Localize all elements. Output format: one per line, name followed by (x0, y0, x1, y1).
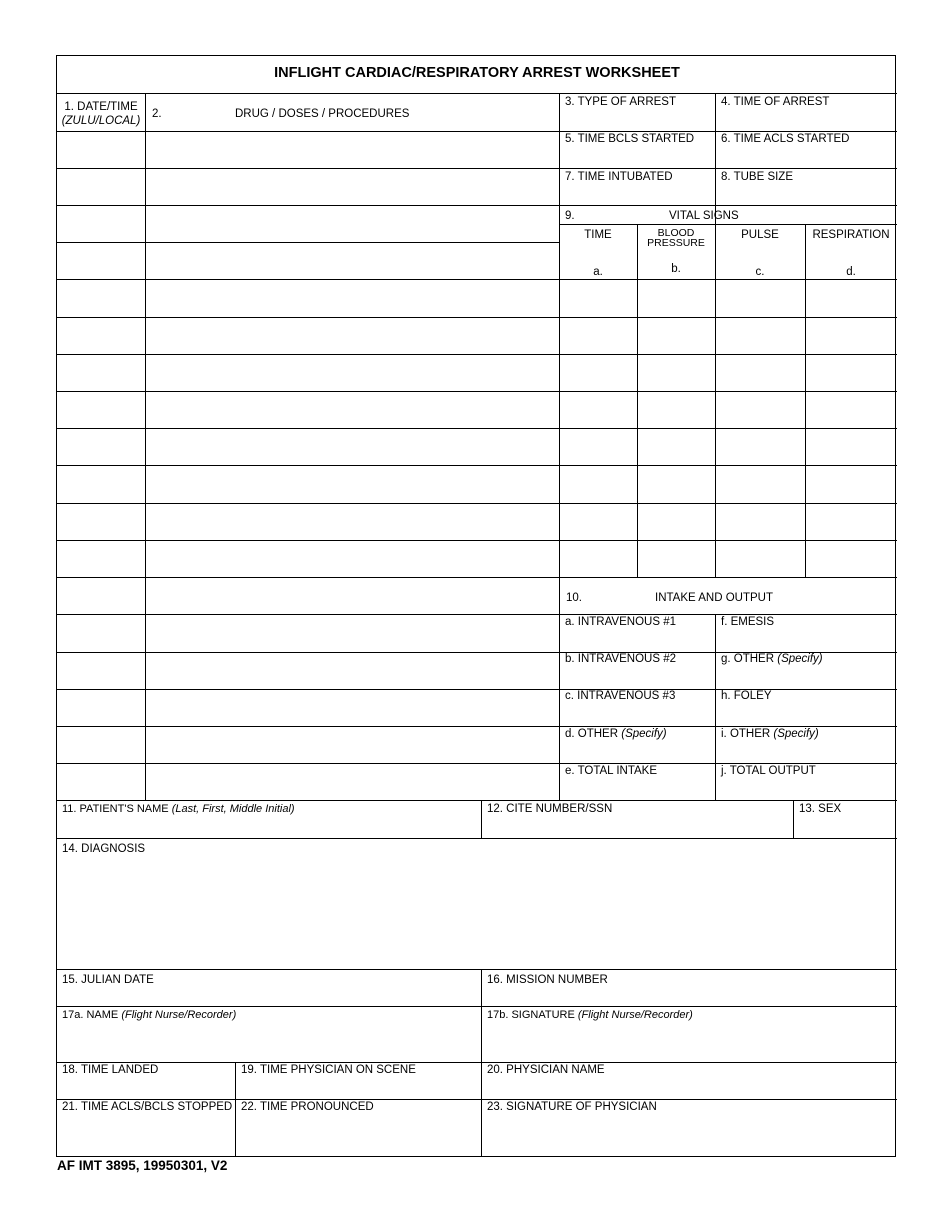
rule (559, 465, 897, 466)
time-physician-on-scene-label: 19. TIME PHYSICIAN ON SCENE (241, 1064, 416, 1076)
intake-other-d-label (565, 728, 667, 740)
foley-label: h. FOLEY (721, 690, 772, 702)
rule (559, 131, 897, 132)
other-d-text: d. OTHER (565, 728, 622, 740)
rule (637, 224, 638, 578)
nurse-name-hint: (Flight Nurse/Recorder) (121, 1009, 237, 1021)
rule (57, 279, 559, 280)
rule (715, 93, 716, 224)
pressure-label: PRESSURE (647, 237, 705, 249)
rule (57, 465, 559, 466)
output-other-i-label (721, 728, 819, 740)
specify-d-text: (Specify) (621, 728, 667, 740)
rule (57, 1099, 897, 1100)
rule (145, 93, 146, 800)
rule (559, 93, 560, 800)
form-number: AF IMT 3895, 19950301, V2 (57, 1158, 228, 1173)
emesis-label: f. EMESIS (721, 616, 775, 628)
total-intake-label: e. TOTAL INTAKE (565, 765, 658, 777)
rule (481, 969, 482, 1156)
vs-time-header: TIME (584, 229, 612, 241)
rule (57, 428, 559, 429)
date-time-header (57, 100, 145, 128)
rule (559, 577, 897, 578)
drug-number-label: 2. (152, 108, 162, 120)
vs-sub-a: a. (593, 266, 603, 278)
vital-signs-header: VITAL SIGNS (669, 210, 739, 222)
rule (559, 317, 897, 318)
zulu-local-label: (ZULU/LOCAL) (61, 115, 141, 127)
rule (715, 614, 716, 800)
rule (559, 614, 897, 615)
rule (559, 726, 897, 727)
rule (559, 428, 897, 429)
rule (559, 503, 897, 504)
rule (57, 689, 559, 690)
vs-pulse-header: PULSE (741, 229, 779, 241)
nurse-signature-text: 17b. SIGNATURE (487, 1009, 578, 1021)
rule (57, 131, 559, 132)
nurse-name-text: 17a. NAME (62, 1009, 122, 1021)
form-title: INFLIGHT CARDIAC/RESPIRATORY ARREST WORKSHEET (274, 65, 680, 81)
tube-size-label: 8. TUBE SIZE (721, 171, 794, 183)
time-bcls-started-label: 5. TIME BCLS STARTED (565, 133, 695, 145)
output-other-g-label (721, 653, 823, 665)
time-of-arrest-label: 4. TIME OF ARREST (721, 96, 830, 108)
vs-blood-pressure-header (637, 228, 715, 248)
time-landed-label: 18. TIME LANDED (62, 1064, 159, 1076)
rule (57, 354, 559, 355)
nurse-signature-hint: (Flight Nurse/Recorder) (577, 1009, 693, 1021)
specify-i-text: (Specify) (773, 728, 819, 740)
total-output-label: j. TOTAL OUTPUT (721, 765, 816, 777)
other-i-text: i. OTHER (721, 728, 774, 740)
time-intubated-label: 7. TIME INTUBATED (565, 171, 673, 183)
rule (57, 577, 559, 578)
rule (481, 800, 482, 838)
intravenous-2-label: b. INTRAVENOUS #2 (565, 653, 676, 665)
rule (559, 540, 897, 541)
rule (57, 726, 559, 727)
time-acls-started-label: 6. TIME ACLS STARTED (721, 133, 850, 145)
physician-name-label: 20. PHYSICIAN NAME (487, 1064, 605, 1076)
rule (235, 1062, 236, 1156)
time-pronounced-label: 22. TIME PRONOUNCED (241, 1101, 374, 1113)
vital-signs-number: 9. (565, 210, 575, 222)
mission-number-label: 16. MISSION NUMBER (487, 974, 608, 986)
rule (57, 652, 559, 653)
rule (559, 354, 897, 355)
rule (57, 168, 559, 169)
rule (559, 205, 897, 206)
vs-sub-d: d. (846, 266, 856, 278)
rule (57, 317, 559, 318)
rule (57, 93, 897, 94)
rule (57, 1062, 897, 1063)
rule (57, 838, 897, 839)
patient-name-hint: (Last, First, Middle Initial) (171, 803, 295, 815)
rule (559, 224, 897, 225)
rule (57, 391, 559, 392)
date-time-label: 1. DATE/TIME (64, 101, 138, 113)
vs-respiration-header: RESPIRATION (812, 229, 890, 241)
worksheet-form (56, 55, 896, 1157)
flight-nurse-signature-label (487, 1009, 693, 1021)
blood-label: BLOOD (657, 227, 695, 239)
intake-output-number: 10. (566, 592, 582, 604)
rule (57, 1006, 897, 1007)
diagnosis-label: 14. DIAGNOSIS (62, 843, 146, 855)
cite-number-label: 12. CITE NUMBER/SSN (487, 803, 613, 815)
specify-g-text: (Specify) (777, 653, 823, 665)
drug-doses-header: DRUG / DOSES / PROCEDURES (235, 108, 410, 120)
rule (57, 540, 559, 541)
intravenous-3-label: c. INTRAVENOUS #3 (565, 690, 676, 702)
vs-sub-b: b. (671, 263, 681, 275)
patient-name-text: 11. PATIENT'S NAME (62, 803, 172, 815)
rule (793, 800, 794, 838)
intravenous-1-label: a. INTRAVENOUS #1 (565, 616, 676, 628)
physician-signature-label: 23. SIGNATURE OF PHYSICIAN (487, 1101, 657, 1113)
rule (57, 614, 559, 615)
intake-output-header: INTAKE AND OUTPUT (655, 592, 773, 604)
type-of-arrest-label: 3. TYPE OF ARREST (565, 96, 676, 108)
patient-name-label (62, 803, 295, 815)
flight-nurse-name-label (62, 1009, 236, 1021)
rule (57, 969, 897, 970)
rule (559, 763, 897, 764)
sex-label: 13. SEX (799, 803, 842, 815)
rule (57, 503, 559, 504)
time-acls-bcls-stopped-label: 21. TIME ACLS/BCLS STOPPED (62, 1101, 233, 1113)
julian-date-label: 15. JULIAN DATE (62, 974, 154, 986)
rule (559, 168, 897, 169)
rule (559, 279, 897, 280)
rule (57, 205, 559, 206)
rule (57, 800, 897, 801)
vs-sub-c: c. (755, 266, 765, 278)
other-g-text: g. OTHER (721, 653, 778, 665)
rule (57, 242, 559, 243)
rule (57, 763, 559, 764)
rule (559, 391, 897, 392)
